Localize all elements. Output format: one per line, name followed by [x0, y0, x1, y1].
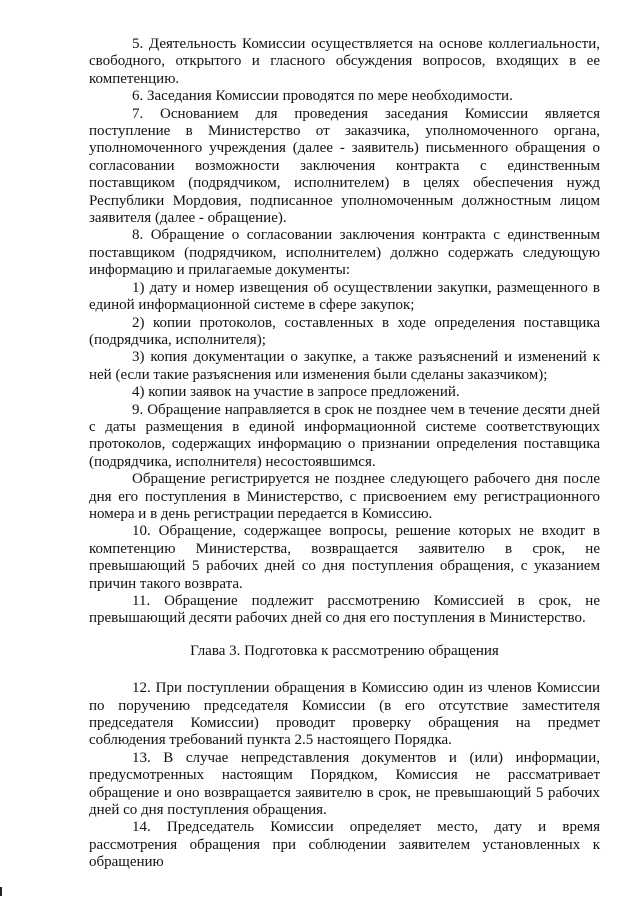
heading-spacer-top — [89, 628, 600, 643]
paragraph-8: 8. Обращение о согласовании заключения контракта с единственным поставщиком (подрядчиком, исполнителем) должно содержать следующую информацию и прилагаемые документы: — [89, 227, 600, 279]
paragraph-11: 11. Обращение подлежит рассмотрению Комиссией в срок, не превышающий десяти рабочих дней со дня его поступления в Министерство. — [89, 593, 600, 627]
paragraph-7: 7. Основанием для проведения заседания Комиссии является поступление в Министерство от заказчика, уполномоченного органа, уполномоченного учреждения (далее - заявитель) письменного обращения о согласовании возможности заключения контракта с единственным поставщиком (подрядчиком, исполнителем) в целях обеспечения нужд Республики Мордовия, подписанное уполномоченным должностным лицом заявителя (далее - обращение). — [89, 105, 600, 227]
list-item-4: 4) копии заявок на участие в запросе предложений. — [132, 384, 460, 401]
list-item-2: 2) копии протоколов, составленных в ходе определения поставщика (подрядчика, исполнителя); — [89, 314, 600, 348]
list-item-3: 3) копия документации о закупке, а также разъяснений и изменений к ней (если такие разъяснения или изменения были сделаны заказчиком); — [89, 349, 600, 383]
list-item-1: 1) дату и номер извещения об осуществлении закупки, размещенного в единой информационной системе в сфере закупок; — [89, 279, 600, 314]
paragraph-10: 10. Обращение, содержащее вопросы, решение которых не входит в компетенцию Министерства, возвращается заявителю в срок, не превышающий 5 рабочих дней со дня поступления обращения, с указанием причин такого возврата. — [89, 523, 600, 592]
document-body — [89, 36, 600, 872]
paragraph-registration: Обращение регистрируется не позднее следующего рабочего дня после дня его поступления в Министерство, с присвоением ему регистрационного номера и в день регистрации передается в Комиссию. — [89, 471, 600, 522]
paragraph-12: 12. При поступлении обращения в Комиссию один из членов Комиссии по поручению председателя Комиссии (в его отсутствие заместителя председателя Комиссии) проводит проверку обращения на предмет соблюдения требований пункта 2.5 настоящего Порядка. — [89, 680, 600, 749]
paragraph-5: 5. Деятельность Комиссии осуществляется на основе коллегиальности, свободного, открытого и гласного обсуждения вопросов, входящих в ее компетенцию. — [89, 36, 600, 87]
chapter-heading: Глава 3. Подготовка к рассмотрению обращения — [190, 642, 499, 659]
paragraph-13: 13. В случае непредставления документов и (или) информации, предусмотренных настоящим Порядком, Комиссия не рассматривает обращение и оно возвращается заявителю в срок, не превышающий 5 рабочих дней со дня поступления обращения. — [89, 749, 600, 819]
paragraph-6: 6. Заседания Комиссии проводятся по мере необходимости. — [132, 88, 513, 105]
paragraph-9: 9. Обращение направляется в срок не позднее чем в течение десяти дней с даты размещения в единой информационной системе соответствующих протоколов, содержащих информацию о признании определения поставщика (подрядчика, исполнителя) несостоявшимся. — [89, 401, 600, 470]
heading-spacer-bottom — [89, 660, 600, 680]
paragraph-14: 14. Председатель Комиссии определяет место, дату и время рассмотрения обращения при соблюдении заявителем установленных к обращению — [89, 819, 600, 871]
scan-edge-mark — [0, 887, 2, 896]
